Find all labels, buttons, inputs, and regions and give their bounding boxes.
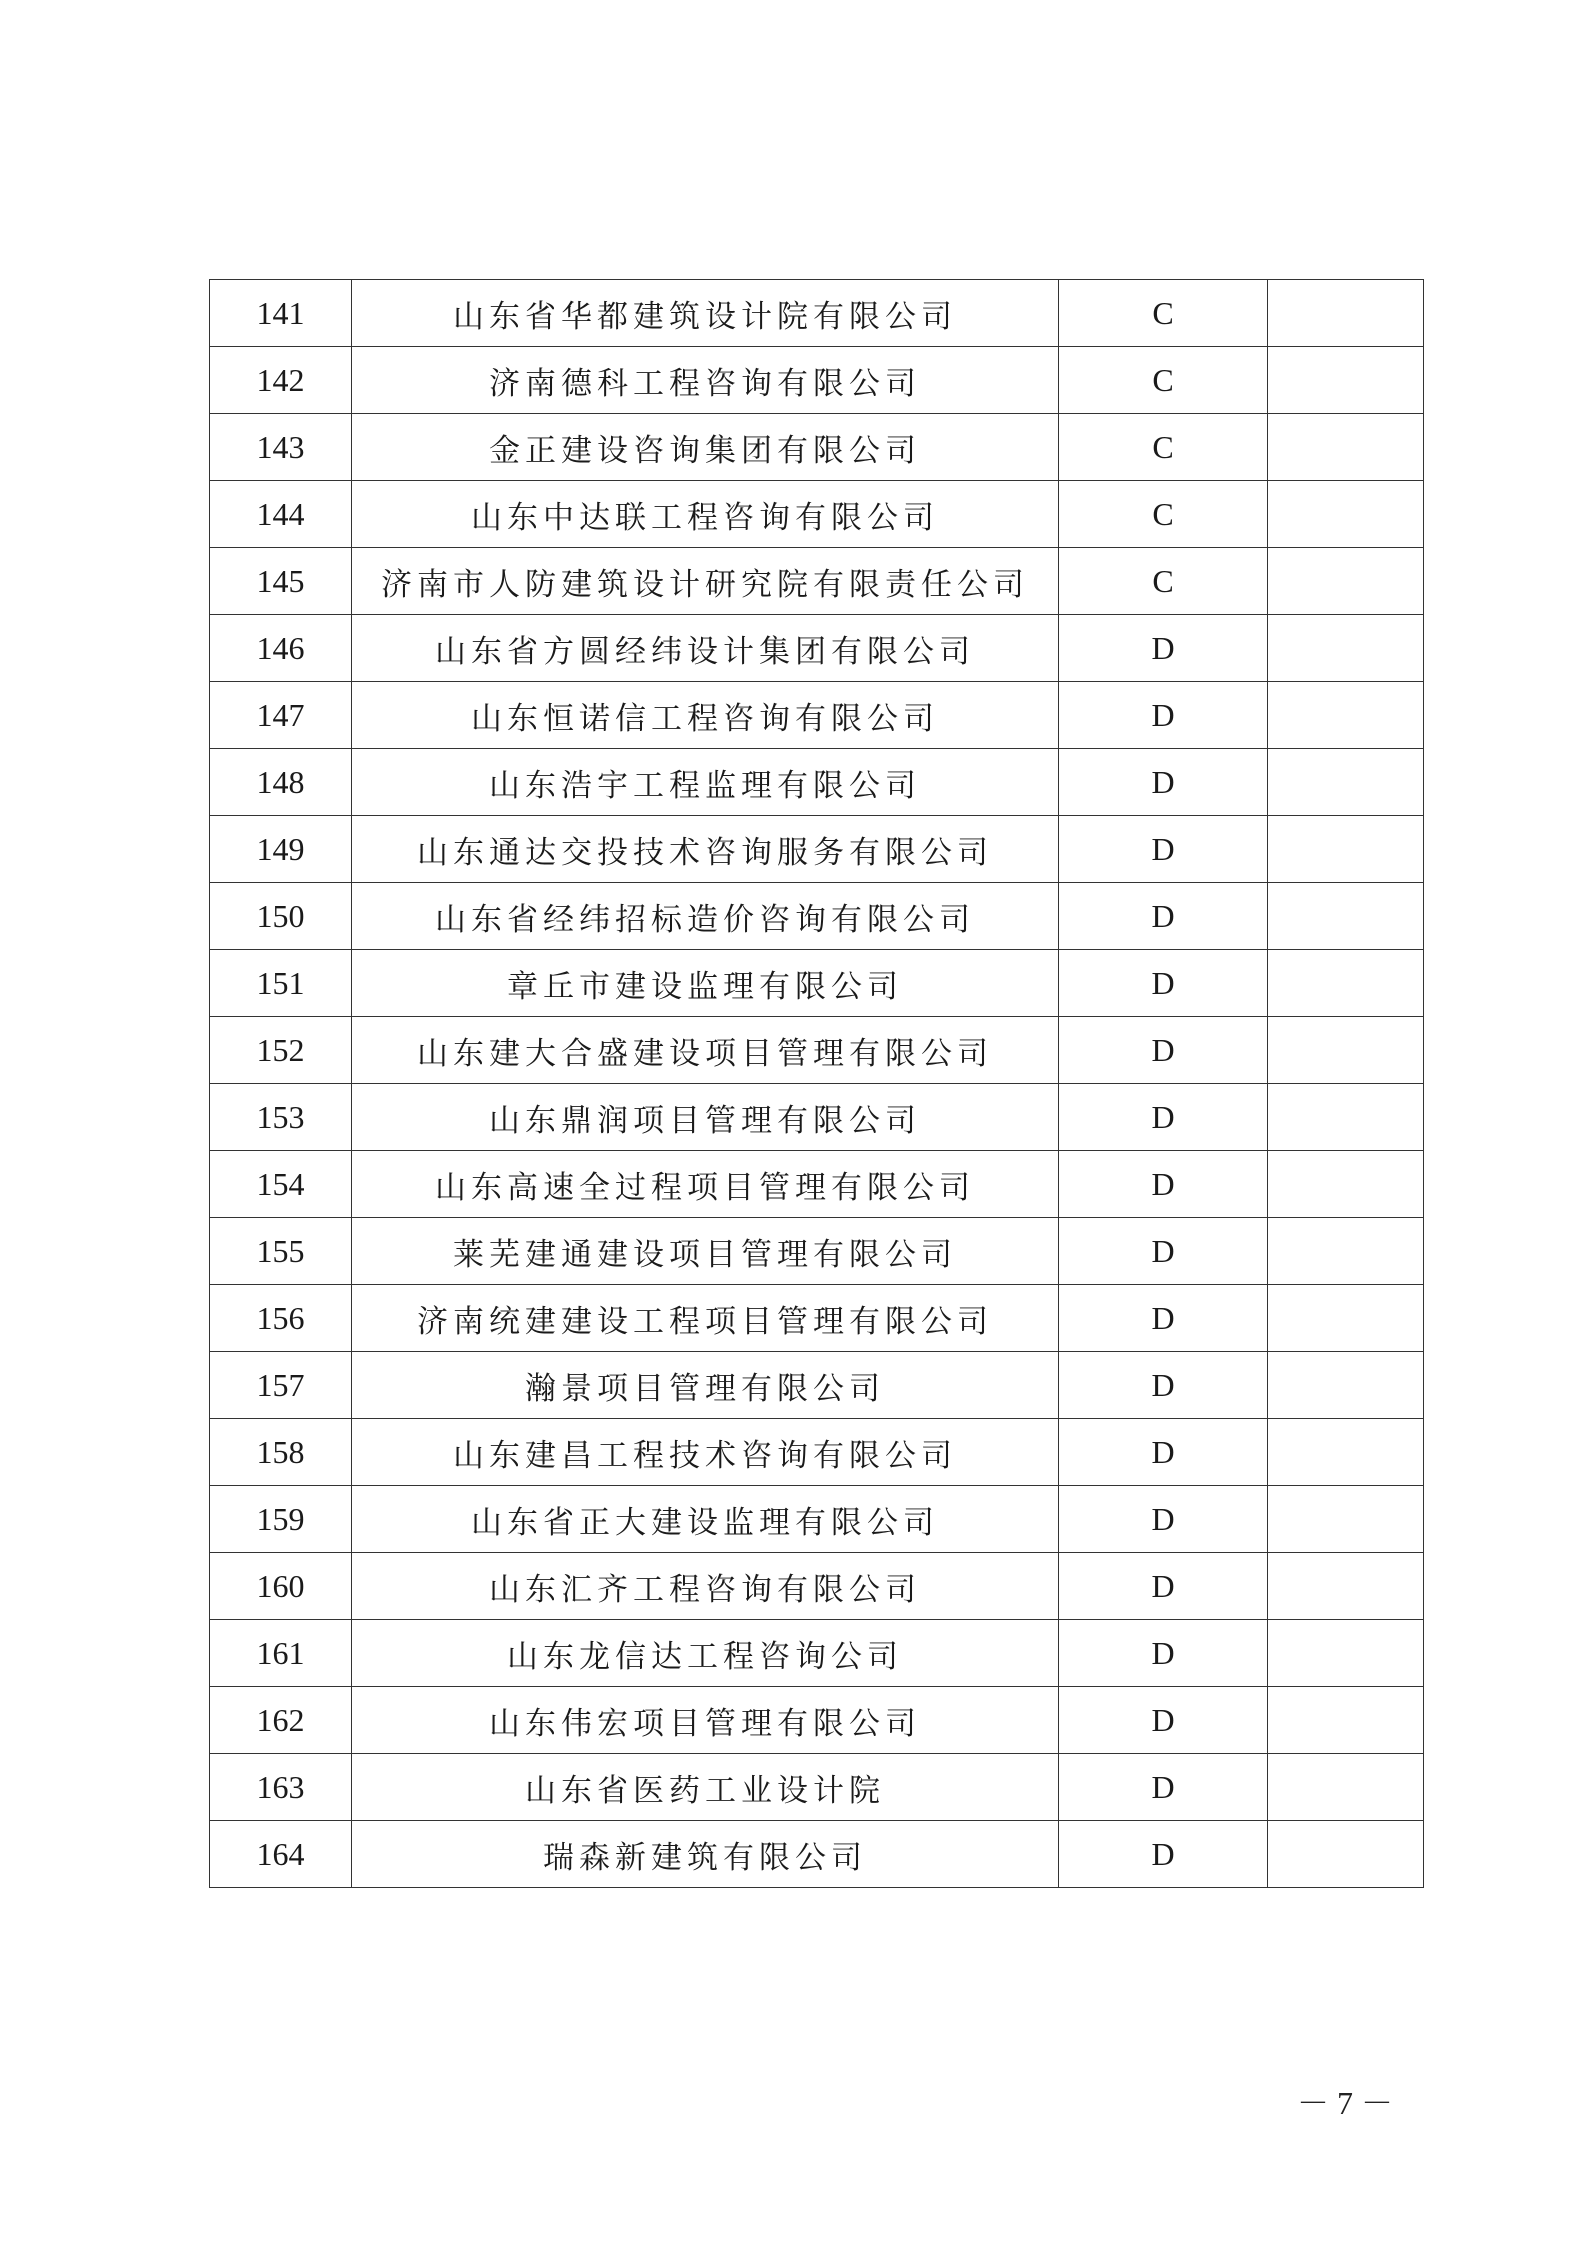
note-cell xyxy=(1268,1017,1424,1084)
company-name-cell: 山东鼎润项目管理有限公司 xyxy=(352,1084,1059,1151)
note-cell xyxy=(1268,280,1424,347)
row-number-cell: 160 xyxy=(210,1553,352,1620)
company-name-cell: 山东汇齐工程咨询有限公司 xyxy=(352,1553,1059,1620)
company-name-cell: 瑞森新建筑有限公司 xyxy=(352,1821,1059,1888)
row-number-cell: 163 xyxy=(210,1754,352,1821)
row-number-cell: 141 xyxy=(210,280,352,347)
note-cell xyxy=(1268,414,1424,481)
company-name-cell: 瀚景项目管理有限公司 xyxy=(352,1352,1059,1419)
row-number-cell: 152 xyxy=(210,1017,352,1084)
company-name-cell: 山东伟宏项目管理有限公司 xyxy=(352,1687,1059,1754)
table-row xyxy=(210,548,1424,615)
row-number-cell: 142 xyxy=(210,347,352,414)
note-cell xyxy=(1268,1821,1424,1888)
company-name-cell: 山东省正大建设监理有限公司 xyxy=(352,1486,1059,1553)
table-row xyxy=(210,1352,1424,1419)
grade-cell: D xyxy=(1059,615,1268,682)
grade-cell: C xyxy=(1059,414,1268,481)
table-row xyxy=(210,1285,1424,1352)
note-cell xyxy=(1268,1352,1424,1419)
grade-cell: C xyxy=(1059,347,1268,414)
row-number-cell: 144 xyxy=(210,481,352,548)
company-name-cell: 山东龙信达工程咨询公司 xyxy=(352,1620,1059,1687)
company-name-cell: 章丘市建设监理有限公司 xyxy=(352,950,1059,1017)
company-name-cell: 济南市人防建筑设计研究院有限责任公司 xyxy=(352,548,1059,615)
grade-cell: C xyxy=(1059,280,1268,347)
note-cell xyxy=(1268,347,1424,414)
row-number-cell: 147 xyxy=(210,682,352,749)
table-row xyxy=(210,1620,1424,1687)
grade-cell: D xyxy=(1059,1218,1268,1285)
row-number-cell: 159 xyxy=(210,1486,352,1553)
table-row xyxy=(210,615,1424,682)
table-row xyxy=(210,816,1424,883)
grade-cell: C xyxy=(1059,481,1268,548)
note-cell xyxy=(1268,1754,1424,1821)
company-name-cell: 山东通达交投技术咨询服务有限公司 xyxy=(352,816,1059,883)
row-number-cell: 150 xyxy=(210,883,352,950)
note-cell xyxy=(1268,1285,1424,1352)
note-cell xyxy=(1268,1486,1424,1553)
note-cell xyxy=(1268,1218,1424,1285)
note-cell xyxy=(1268,1553,1424,1620)
company-name-cell: 山东建大合盛建设项目管理有限公司 xyxy=(352,1017,1059,1084)
table-row xyxy=(210,1151,1424,1218)
grade-cell: D xyxy=(1059,883,1268,950)
table-row xyxy=(210,1084,1424,1151)
row-number-cell: 158 xyxy=(210,1419,352,1486)
company-name-cell: 山东中达联工程咨询有限公司 xyxy=(352,481,1059,548)
page-number: － 7 － xyxy=(1296,2085,1393,2121)
note-cell xyxy=(1268,615,1424,682)
note-cell xyxy=(1268,749,1424,816)
row-number-cell: 146 xyxy=(210,615,352,682)
row-number-cell: 153 xyxy=(210,1084,352,1151)
grade-cell: D xyxy=(1059,1821,1268,1888)
row-number-cell: 151 xyxy=(210,950,352,1017)
grade-cell: D xyxy=(1059,1687,1268,1754)
row-number-cell: 164 xyxy=(210,1821,352,1888)
company-grade-table xyxy=(209,279,1424,1888)
note-cell xyxy=(1268,548,1424,615)
note-cell xyxy=(1268,816,1424,883)
table-row xyxy=(210,347,1424,414)
table-row xyxy=(210,1754,1424,1821)
company-name-cell: 山东省医药工业设计院 xyxy=(352,1754,1059,1821)
company-name-cell: 山东省方圆经纬设计集团有限公司 xyxy=(352,615,1059,682)
table-row xyxy=(210,1553,1424,1620)
company-name-cell: 山东省华都建筑设计院有限公司 xyxy=(352,280,1059,347)
table-row xyxy=(210,682,1424,749)
grade-cell: D xyxy=(1059,1419,1268,1486)
company-name-cell: 山东省经纬招标造价咨询有限公司 xyxy=(352,883,1059,950)
table-row xyxy=(210,1687,1424,1754)
grade-cell: D xyxy=(1059,1017,1268,1084)
grade-cell: D xyxy=(1059,1553,1268,1620)
row-number-cell: 161 xyxy=(210,1620,352,1687)
company-name-cell: 山东恒诺信工程咨询有限公司 xyxy=(352,682,1059,749)
grade-cell: D xyxy=(1059,1486,1268,1553)
company-name-cell: 金正建设咨询集团有限公司 xyxy=(352,414,1059,481)
row-number-cell: 162 xyxy=(210,1687,352,1754)
row-number-cell: 157 xyxy=(210,1352,352,1419)
table-row xyxy=(210,883,1424,950)
grade-cell: D xyxy=(1059,1151,1268,1218)
table-row xyxy=(210,1486,1424,1553)
note-cell xyxy=(1268,1419,1424,1486)
grade-cell: D xyxy=(1059,816,1268,883)
table-row xyxy=(210,1017,1424,1084)
table-row xyxy=(210,950,1424,1017)
grade-cell: C xyxy=(1059,548,1268,615)
table-row xyxy=(210,1821,1424,1888)
company-name-cell: 山东建昌工程技术咨询有限公司 xyxy=(352,1419,1059,1486)
note-cell xyxy=(1268,883,1424,950)
grade-cell: D xyxy=(1059,1285,1268,1352)
grade-cell: D xyxy=(1059,682,1268,749)
table-body xyxy=(210,280,1424,1888)
row-number-cell: 143 xyxy=(210,414,352,481)
company-name-cell: 济南德科工程咨询有限公司 xyxy=(352,347,1059,414)
grade-cell: D xyxy=(1059,1620,1268,1687)
table-row xyxy=(210,481,1424,548)
note-cell xyxy=(1268,1620,1424,1687)
grade-cell: D xyxy=(1059,1754,1268,1821)
note-cell xyxy=(1268,1084,1424,1151)
note-cell xyxy=(1268,1687,1424,1754)
table-row xyxy=(210,749,1424,816)
grade-cell: D xyxy=(1059,1084,1268,1151)
company-name-cell: 莱芜建通建设项目管理有限公司 xyxy=(352,1218,1059,1285)
row-number-cell: 148 xyxy=(210,749,352,816)
note-cell xyxy=(1268,950,1424,1017)
note-cell xyxy=(1268,682,1424,749)
grade-cell: D xyxy=(1059,749,1268,816)
grade-cell: D xyxy=(1059,1352,1268,1419)
grade-cell: D xyxy=(1059,950,1268,1017)
company-name-cell: 山东浩宇工程监理有限公司 xyxy=(352,749,1059,816)
table-row xyxy=(210,1419,1424,1486)
row-number-cell: 154 xyxy=(210,1151,352,1218)
table-row xyxy=(210,280,1424,347)
company-name-cell: 济南统建建设工程项目管理有限公司 xyxy=(352,1285,1059,1352)
table-row xyxy=(210,414,1424,481)
row-number-cell: 155 xyxy=(210,1218,352,1285)
row-number-cell: 145 xyxy=(210,548,352,615)
company-name-cell: 山东高速全过程项目管理有限公司 xyxy=(352,1151,1059,1218)
row-number-cell: 156 xyxy=(210,1285,352,1352)
note-cell xyxy=(1268,481,1424,548)
table-row xyxy=(210,1218,1424,1285)
row-number-cell: 149 xyxy=(210,816,352,883)
note-cell xyxy=(1268,1151,1424,1218)
